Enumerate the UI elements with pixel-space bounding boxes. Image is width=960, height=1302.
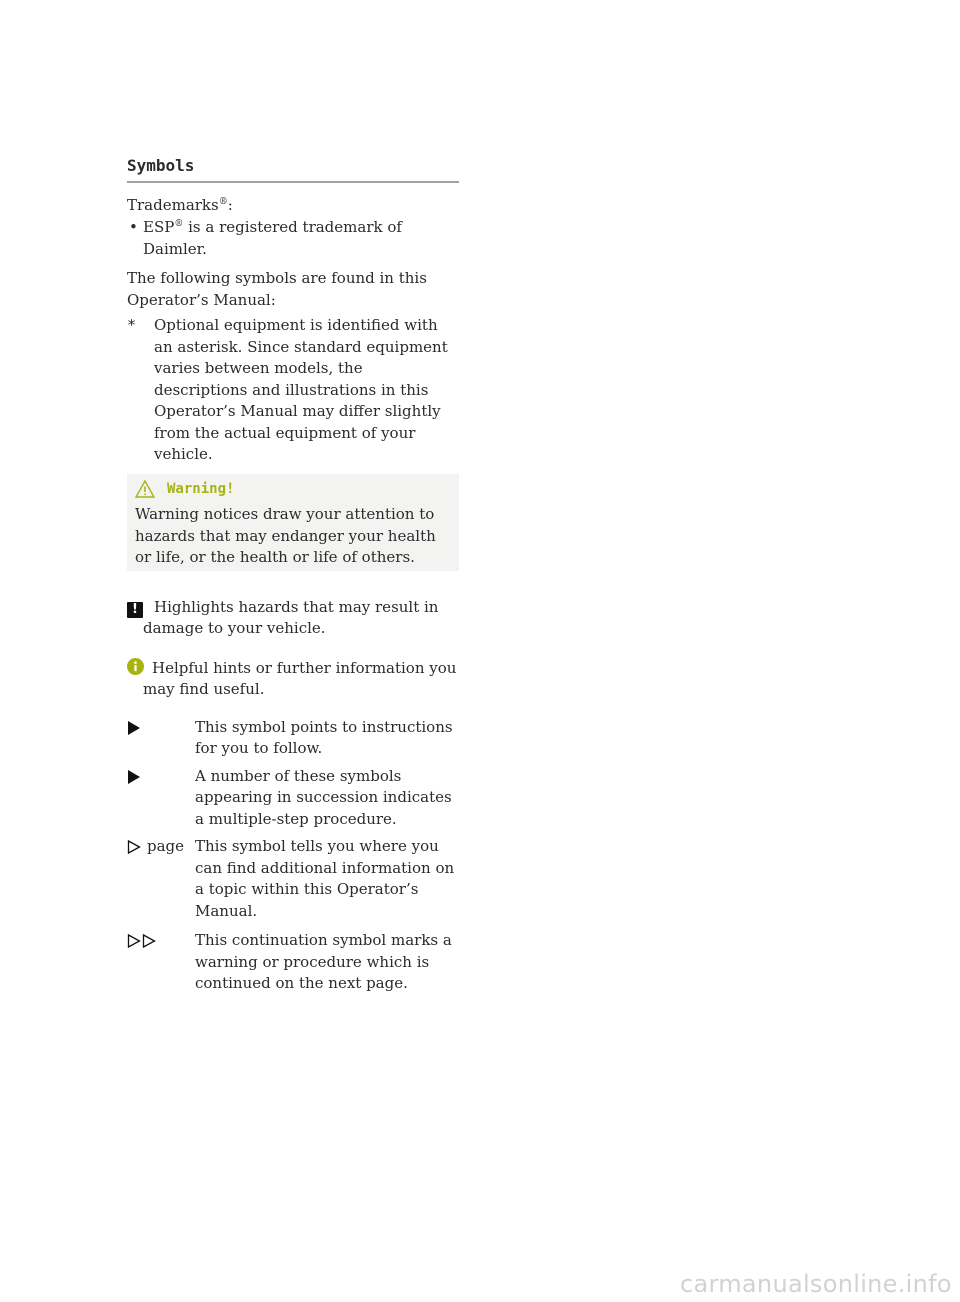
solid-triangle-arrow-icon — [127, 721, 141, 735]
symbol-row-continuation — [127, 930, 459, 995]
warning-title: Warning! — [167, 480, 235, 497]
notice-text: Highlights hazards that may result in damage to your vehicle. — [143, 597, 439, 637]
symbol-row-instruction — [127, 717, 459, 760]
warning-header — [135, 479, 451, 501]
info-icon — [127, 658, 144, 675]
warning-triangle-icon — [135, 480, 155, 498]
symbol-description: A number of these symbols appearing in succession indicates a multiple-step procedure. — [195, 766, 452, 828]
trademarks-heading: Trademarks®: — [127, 195, 233, 214]
outline-triangle-arrow-icon — [127, 840, 141, 854]
asterisk-text: Optional equipment is identified with an asterisk. Since standard equipment varies between models, the descriptions and illustrations in this Operator’s Manual may differ slightly from the actual equipment of your vehicle. — [154, 316, 448, 463]
intro-text: The following symbols are found in this Operator’s Manual: — [127, 269, 427, 309]
warning-box — [127, 474, 459, 571]
symbol-row-page-reference — [127, 836, 459, 922]
symbol-cell — [127, 930, 195, 995]
symbol-description: This symbol points to instructions for you to follow. — [195, 717, 453, 757]
symbol-cell — [127, 766, 195, 831]
bullet-dot: • — [129, 218, 138, 236]
trademark-bullet — [127, 217, 459, 260]
section-title: Symbols — [127, 155, 459, 183]
asterisk-symbol: * — [127, 316, 137, 334]
symbol-cell — [127, 836, 195, 922]
exclamation-icon: ! — [127, 602, 143, 618]
symbol-cell — [127, 717, 195, 760]
page-label: page — [147, 837, 185, 855]
warning-text: Warning notices draw your attention to hazards that may endanger your health or life, or the health or life of others. — [135, 505, 436, 566]
symbol-description: This symbol tells you where you can find additional information on a topic within this Operator’s Manual. — [195, 837, 455, 920]
notice-item — [127, 597, 459, 640]
double-outline-triangle-arrow-icon — [127, 934, 157, 948]
info-item — [127, 658, 459, 701]
info-text: Helpful hints or further information you may find useful. — [143, 658, 457, 698]
solid-triangle-arrow-icon — [127, 770, 141, 784]
symbol-row-multistep — [127, 766, 459, 831]
manual-page — [127, 150, 459, 995]
trademark-text: ESP® is a registered trademark of Daimler. — [143, 218, 402, 258]
symbol-description: This continuation symbol marks a warning or procedure which is continued on the next page. — [195, 931, 452, 992]
asterisk-item — [127, 315, 459, 466]
watermark: carmanualsonline.info — [680, 1270, 952, 1298]
